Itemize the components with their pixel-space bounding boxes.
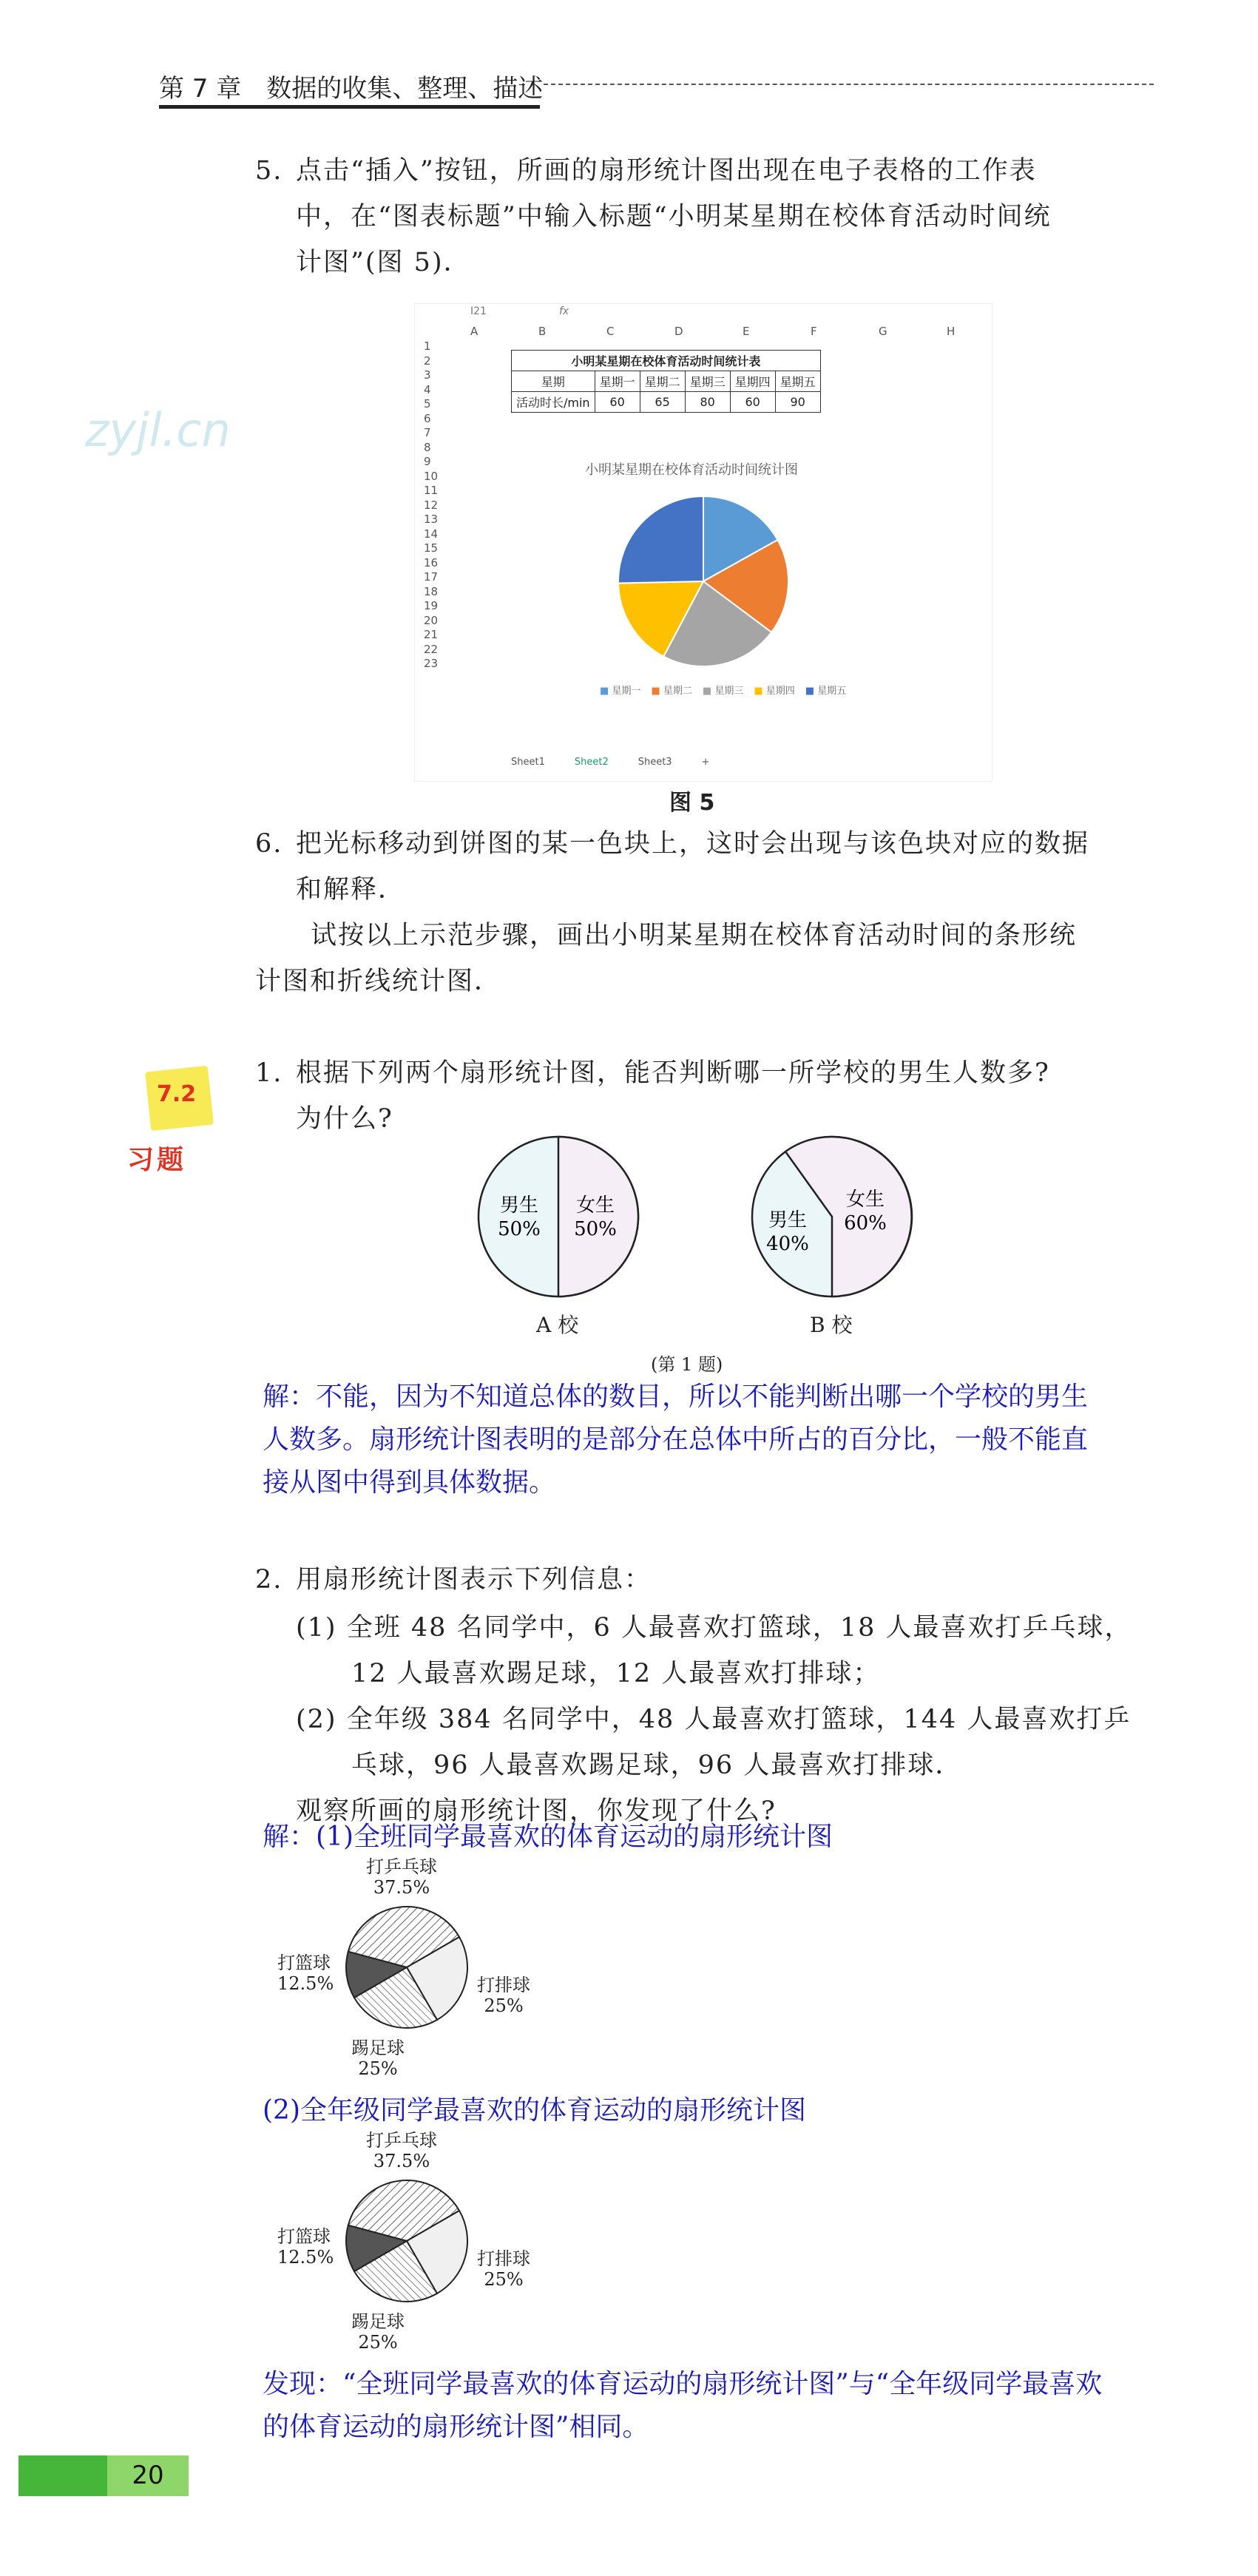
q1-answer-line1: 解：不能，因为不知道总体的数目，所以不能判断出哪一个学校的男生	[263, 1382, 1089, 1412]
row-number[interactable]: 14	[424, 527, 439, 541]
row-number[interactable]: 5	[424, 397, 431, 410]
row-number[interactable]: 17	[424, 570, 439, 584]
finding-line1: 发现：“全班同学最喜欢的体育运动的扇形统计图”与“全年级同学最喜欢	[263, 2369, 1103, 2399]
row-number[interactable]: 9	[424, 455, 431, 468]
sheet-tab[interactable]: Sheet2	[574, 757, 609, 768]
q1-caption: (第 1 题)	[651, 1354, 723, 1375]
q1-line1: 根据下列两个扇形统计图，能否判断哪一所学校的男生人数多?	[296, 1058, 1050, 1088]
table-title: 小明某星期在校体育活动时间统计表	[512, 351, 821, 371]
header-dashed-line	[544, 84, 1154, 85]
row-number[interactable]: 21	[424, 628, 439, 641]
q2-part2-line2: 乓球，96 人最喜欢踢足球，96 人最喜欢打排球．	[351, 1751, 963, 1780]
finding-line2: 的体育运动的扇形统计图”相同。	[263, 2412, 649, 2442]
pie-answer-1-wrap	[263, 1856, 544, 2078]
table-cell: 星期四	[730, 371, 775, 392]
step6-line1: 把光标移动到饼图的某一色块上，这时会出现与该色块对应的数据	[296, 829, 1090, 859]
school-a-girl-pct: 50%	[574, 1218, 617, 1240]
school-b-label: B 校	[810, 1313, 853, 1337]
badge-number: 7.2	[157, 1081, 197, 1107]
q2-line1: 用扇形统计图表示下列信息：	[296, 1565, 652, 1595]
label-football: 踢足球 25%	[351, 2038, 405, 2079]
row-number[interactable]: 11	[424, 484, 439, 497]
step5-line3: 计图”(图 5)．	[296, 248, 471, 277]
label-volleyball: 打排球 25%	[477, 2248, 530, 2290]
table-header-row	[512, 371, 821, 392]
label-basketball: 打篮球 12.5%	[277, 1953, 334, 1994]
row-number[interactable]: 16	[424, 555, 439, 569]
table-cell: 星期五	[775, 371, 820, 392]
step6-line2: 和解释．	[296, 875, 406, 905]
table-cell: 星期	[512, 371, 595, 392]
figure5-caption: 图 5	[669, 790, 715, 816]
q2-observe: 观察所画的扇形统计图，你发现了什么?	[296, 1796, 777, 1826]
q2-num: 2.	[255, 1565, 283, 1595]
header-rule	[159, 105, 540, 109]
legend-item: ■ 星期四	[754, 686, 795, 697]
spreadsheet-figure	[414, 303, 992, 782]
column-headers	[470, 325, 988, 339]
step5-num: 5.	[255, 156, 283, 186]
label-basketball: 打篮球 12.5%	[277, 2226, 334, 2268]
pie-slice-5[interactable]	[618, 496, 703, 584]
page-bar	[18, 2455, 107, 2496]
row-number[interactable]: 13	[424, 513, 439, 526]
watermark: zyjl.cn	[85, 403, 231, 457]
data-table	[511, 350, 821, 413]
row-number[interactable]: 2	[424, 354, 431, 368]
sheet-tab[interactable]: Sheet3	[638, 757, 672, 768]
q2-part1-line2: 12 人最喜欢踢足球，12 人最喜欢打排球；	[351, 1659, 881, 1688]
row-number[interactable]: 19	[424, 599, 439, 612]
table-cell: 60	[595, 392, 640, 413]
column-header[interactable]: B	[538, 325, 547, 338]
chart-title: 小明某星期在校体育活动时间统计图	[585, 462, 798, 478]
pie-chart-school-a	[473, 1132, 651, 1309]
label-volleyball: 打排球 25%	[477, 1975, 530, 2016]
badge-label: 习题	[127, 1145, 187, 1175]
fx-icon: fx	[559, 305, 569, 317]
row-number[interactable]: 22	[424, 642, 439, 656]
row-number[interactable]: 20	[424, 613, 439, 627]
school-b-boy-label: 男生	[768, 1209, 808, 1231]
pie-chart-class	[340, 1901, 473, 2034]
pie-chart-grade	[340, 2174, 473, 2308]
label-pingpong: 打乒乓球 37.5%	[366, 1856, 437, 1898]
column-header[interactable]: G	[879, 325, 887, 338]
column-header[interactable]: F	[811, 325, 817, 338]
label-football: 踢足球 25%	[351, 2311, 405, 2353]
pie-answer-2-wrap	[263, 2130, 544, 2352]
row-number[interactable]: 18	[424, 584, 439, 598]
column-header[interactable]: H	[947, 325, 956, 338]
q2-part1-line1: (1) 全班 48 名同学中，6 人最喜欢打篮球，18 人最喜欢打乒乓球，	[296, 1613, 1132, 1643]
school-a-boy-pct: 50%	[498, 1218, 541, 1240]
column-header[interactable]: C	[606, 325, 615, 338]
chart-legend	[600, 683, 846, 697]
pie-chart-school-b	[747, 1132, 924, 1309]
cell-reference: I21	[470, 305, 487, 317]
data-table-wrap	[511, 350, 821, 413]
school-a-girl-label: 女生	[575, 1194, 615, 1217]
q2-answer-title1: 解：(1)全班同学最喜欢的体育运动的扇形统计图	[263, 1822, 833, 1852]
q1-num: 1.	[255, 1058, 283, 1088]
sheet-tab[interactable]: Sheet1	[511, 757, 545, 768]
column-header[interactable]: E	[743, 325, 750, 338]
pie-chart-fig5	[607, 485, 799, 677]
table-cell: 65	[640, 392, 685, 413]
row-number[interactable]: 6	[424, 411, 431, 425]
row-number[interactable]: 10	[424, 469, 439, 483]
school-a-boy-label: 男生	[499, 1194, 539, 1217]
q2-part2-line1: (2) 全年级 384 名同学中，48 人最喜欢打篮球，144 人最喜欢打乒	[296, 1705, 1132, 1734]
legend-item: ■ 星期一	[600, 686, 641, 697]
column-header[interactable]: A	[470, 325, 478, 338]
row-number[interactable]: 23	[424, 657, 439, 670]
table-cell: 60	[730, 392, 775, 413]
table-data-row	[512, 392, 821, 413]
school-b-boy-pct: 40%	[766, 1233, 809, 1255]
chapter-header: 第 7 章 数据的收集、整理、描述	[159, 74, 544, 104]
row-number[interactable]: 4	[424, 382, 431, 396]
row-number[interactable]: 15	[424, 541, 439, 555]
legend-item: ■ 星期三	[702, 686, 744, 697]
table-cell: 活动时长/min	[512, 392, 595, 413]
step6-line3: 试按以上示范步骤，画出小明某星期在校体育活动时间的条形统	[311, 921, 1078, 950]
step5-line2: 中，在“图表标题”中输入标题“小明某星期在校体育活动时间统	[296, 202, 1052, 231]
legend-item: ■ 星期五	[805, 686, 847, 697]
row-number[interactable]: 7	[424, 426, 431, 439]
row-number[interactable]: 3	[424, 368, 431, 382]
step6-num: 6.	[255, 829, 283, 859]
row-number[interactable]: 1	[424, 339, 431, 353]
table-cell: 80	[685, 392, 730, 413]
add-sheet-button[interactable]: +	[701, 757, 710, 768]
table-cell: 星期一	[595, 371, 640, 392]
row-number[interactable]: 8	[424, 440, 431, 454]
row-number[interactable]: 12	[424, 498, 439, 512]
step5-line1: 点击“插入”按钮，所画的扇形统计图出现在电子表格的工作表	[296, 156, 1037, 186]
label-pingpong: 打乒乓球 37.5%	[366, 2130, 437, 2171]
q1-answer-line3: 接从图中得到具体数据。	[263, 1467, 556, 1498]
table-cell: 90	[775, 392, 820, 413]
school-b-girl-pct: 60%	[844, 1212, 887, 1234]
school-b-girl-label: 女生	[845, 1189, 885, 1211]
step6-line4: 计图和折线统计图．	[255, 967, 502, 996]
q1-answer-line2: 人数多。扇形统计图表明的是部分在总体中所占的百分比，一般不能直	[263, 1424, 1089, 1455]
row-numbers	[424, 339, 446, 672]
sheet-tabs[interactable]	[511, 757, 709, 768]
school-a-label: A 校	[536, 1313, 579, 1337]
q1-line2: 为什么?	[296, 1104, 393, 1134]
table-cell: 星期三	[685, 371, 730, 392]
q2-answer-title2: (2)全年级同学最喜欢的体育运动的扇形统计图	[263, 2095, 806, 2126]
table-cell: 星期二	[640, 371, 685, 392]
page-number: 20	[107, 2455, 189, 2496]
column-header[interactable]: D	[674, 325, 683, 338]
legend-item: ■ 星期二	[651, 686, 692, 697]
